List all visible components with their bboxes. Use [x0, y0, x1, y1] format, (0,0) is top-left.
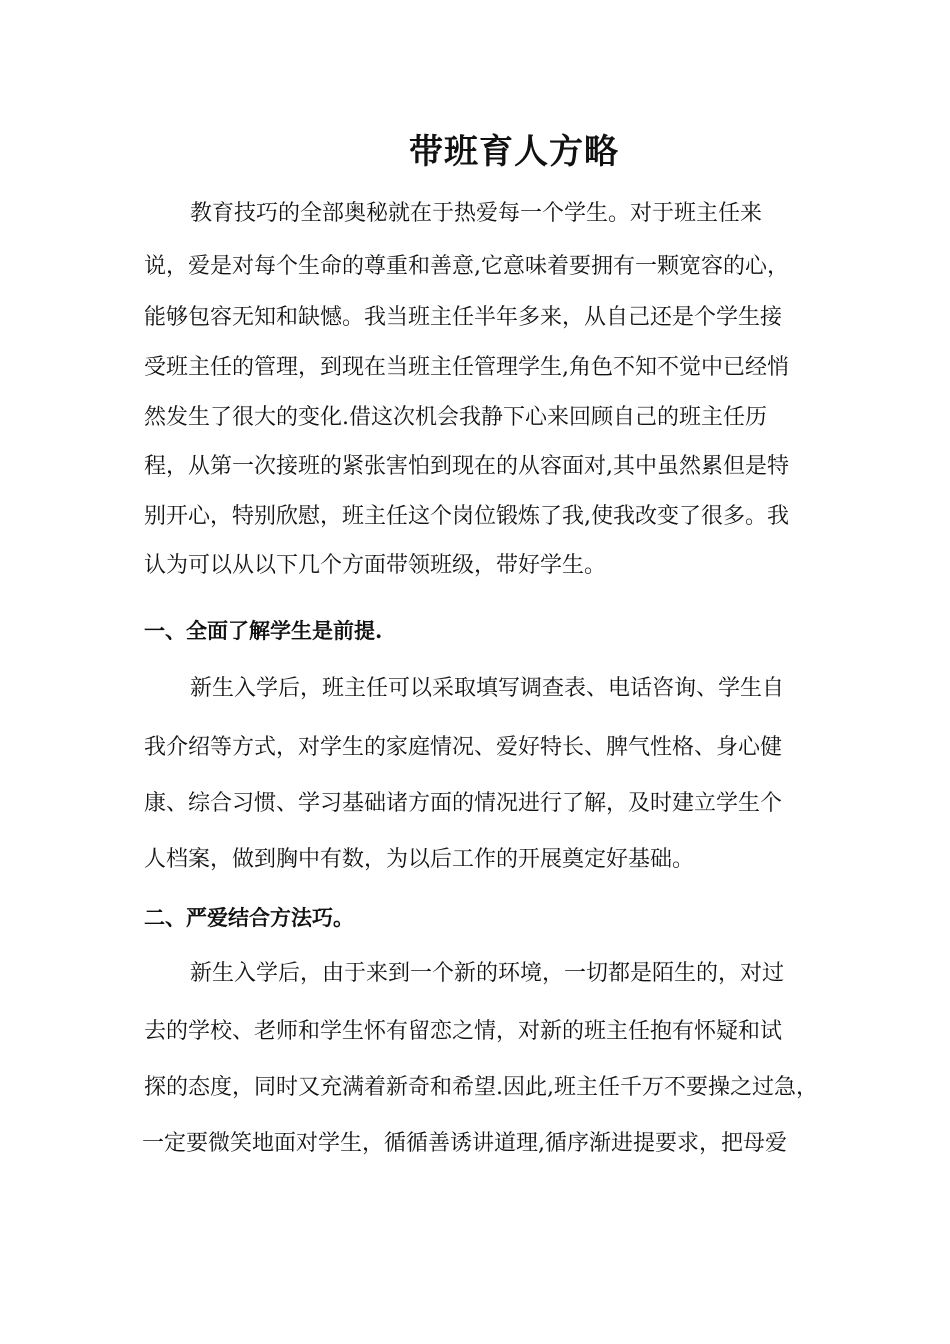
- title-area: [0, 0, 950, 200]
- paragraph-line: 说，爱是对每个生命的尊重和善意,它意味着要拥有一颗宽容的心，: [144, 254, 789, 279]
- paragraph-line: 一定要微笑地面对学生，循循善诱讲道理,循序渐进提要求，把母爱: [142, 1131, 787, 1156]
- paragraph-line: 教育技巧的全部奥秘就在于热爱每一个学生。对于班主任来: [190, 201, 763, 226]
- section-heading: 二、严爱结合方法巧。: [144, 905, 354, 930]
- paragraph-line: 探的态度，同时又充满着新奇和希望.因此,班主任千万不要操之过急，: [144, 1075, 818, 1100]
- paragraph-line: 别开心，特别欣慰，班主任这个岗位锻炼了我,使我改变了很多。我: [144, 504, 789, 529]
- paragraph-line: 受班主任的管理，到现在当班主任管理学生,角色不知不觉中已经悄: [144, 355, 789, 380]
- page-title: 带班育人方略: [409, 132, 619, 172]
- paragraph-line: 人档案，做到胸中有数，为以后工作的开展奠定好基础。: [144, 847, 695, 872]
- paragraph-line: 去的学校、老师和学生怀有留恋之情，对新的班主任抱有怀疑和试: [144, 1019, 783, 1044]
- paragraph-line: 能够包容无知和缺憾。我当班主任半年多来，从自己还是个学生接: [144, 305, 783, 330]
- paragraph-line: 我介绍等方式，对学生的家庭情况、爱好特长、脾气性格、身心健: [144, 735, 783, 760]
- paragraph-line: 然发生了很大的变化.借这次机会我静下心来回顾自己的班主任历: [144, 405, 767, 430]
- paragraph-line: 新生入学后，由于来到一个新的环境，一切都是陌生的，对过: [190, 961, 785, 986]
- paragraph-line: 认为可以从以下几个方面带领班级，带好学生。: [144, 553, 607, 578]
- paragraph-line: 康、综合习惯、学习基础诸方面的情况进行了解，及时建立学生个: [144, 791, 783, 816]
- paragraph-line: 新生入学后，班主任可以采取填写调查表、电话咨询、学生自: [190, 676, 785, 701]
- paragraph-line: 程，从第一次接班的紧张害怕到现在的从容面对,其中虽然累但是特: [144, 454, 789, 479]
- section-heading: 一、全面了解学生是前提.: [144, 618, 383, 643]
